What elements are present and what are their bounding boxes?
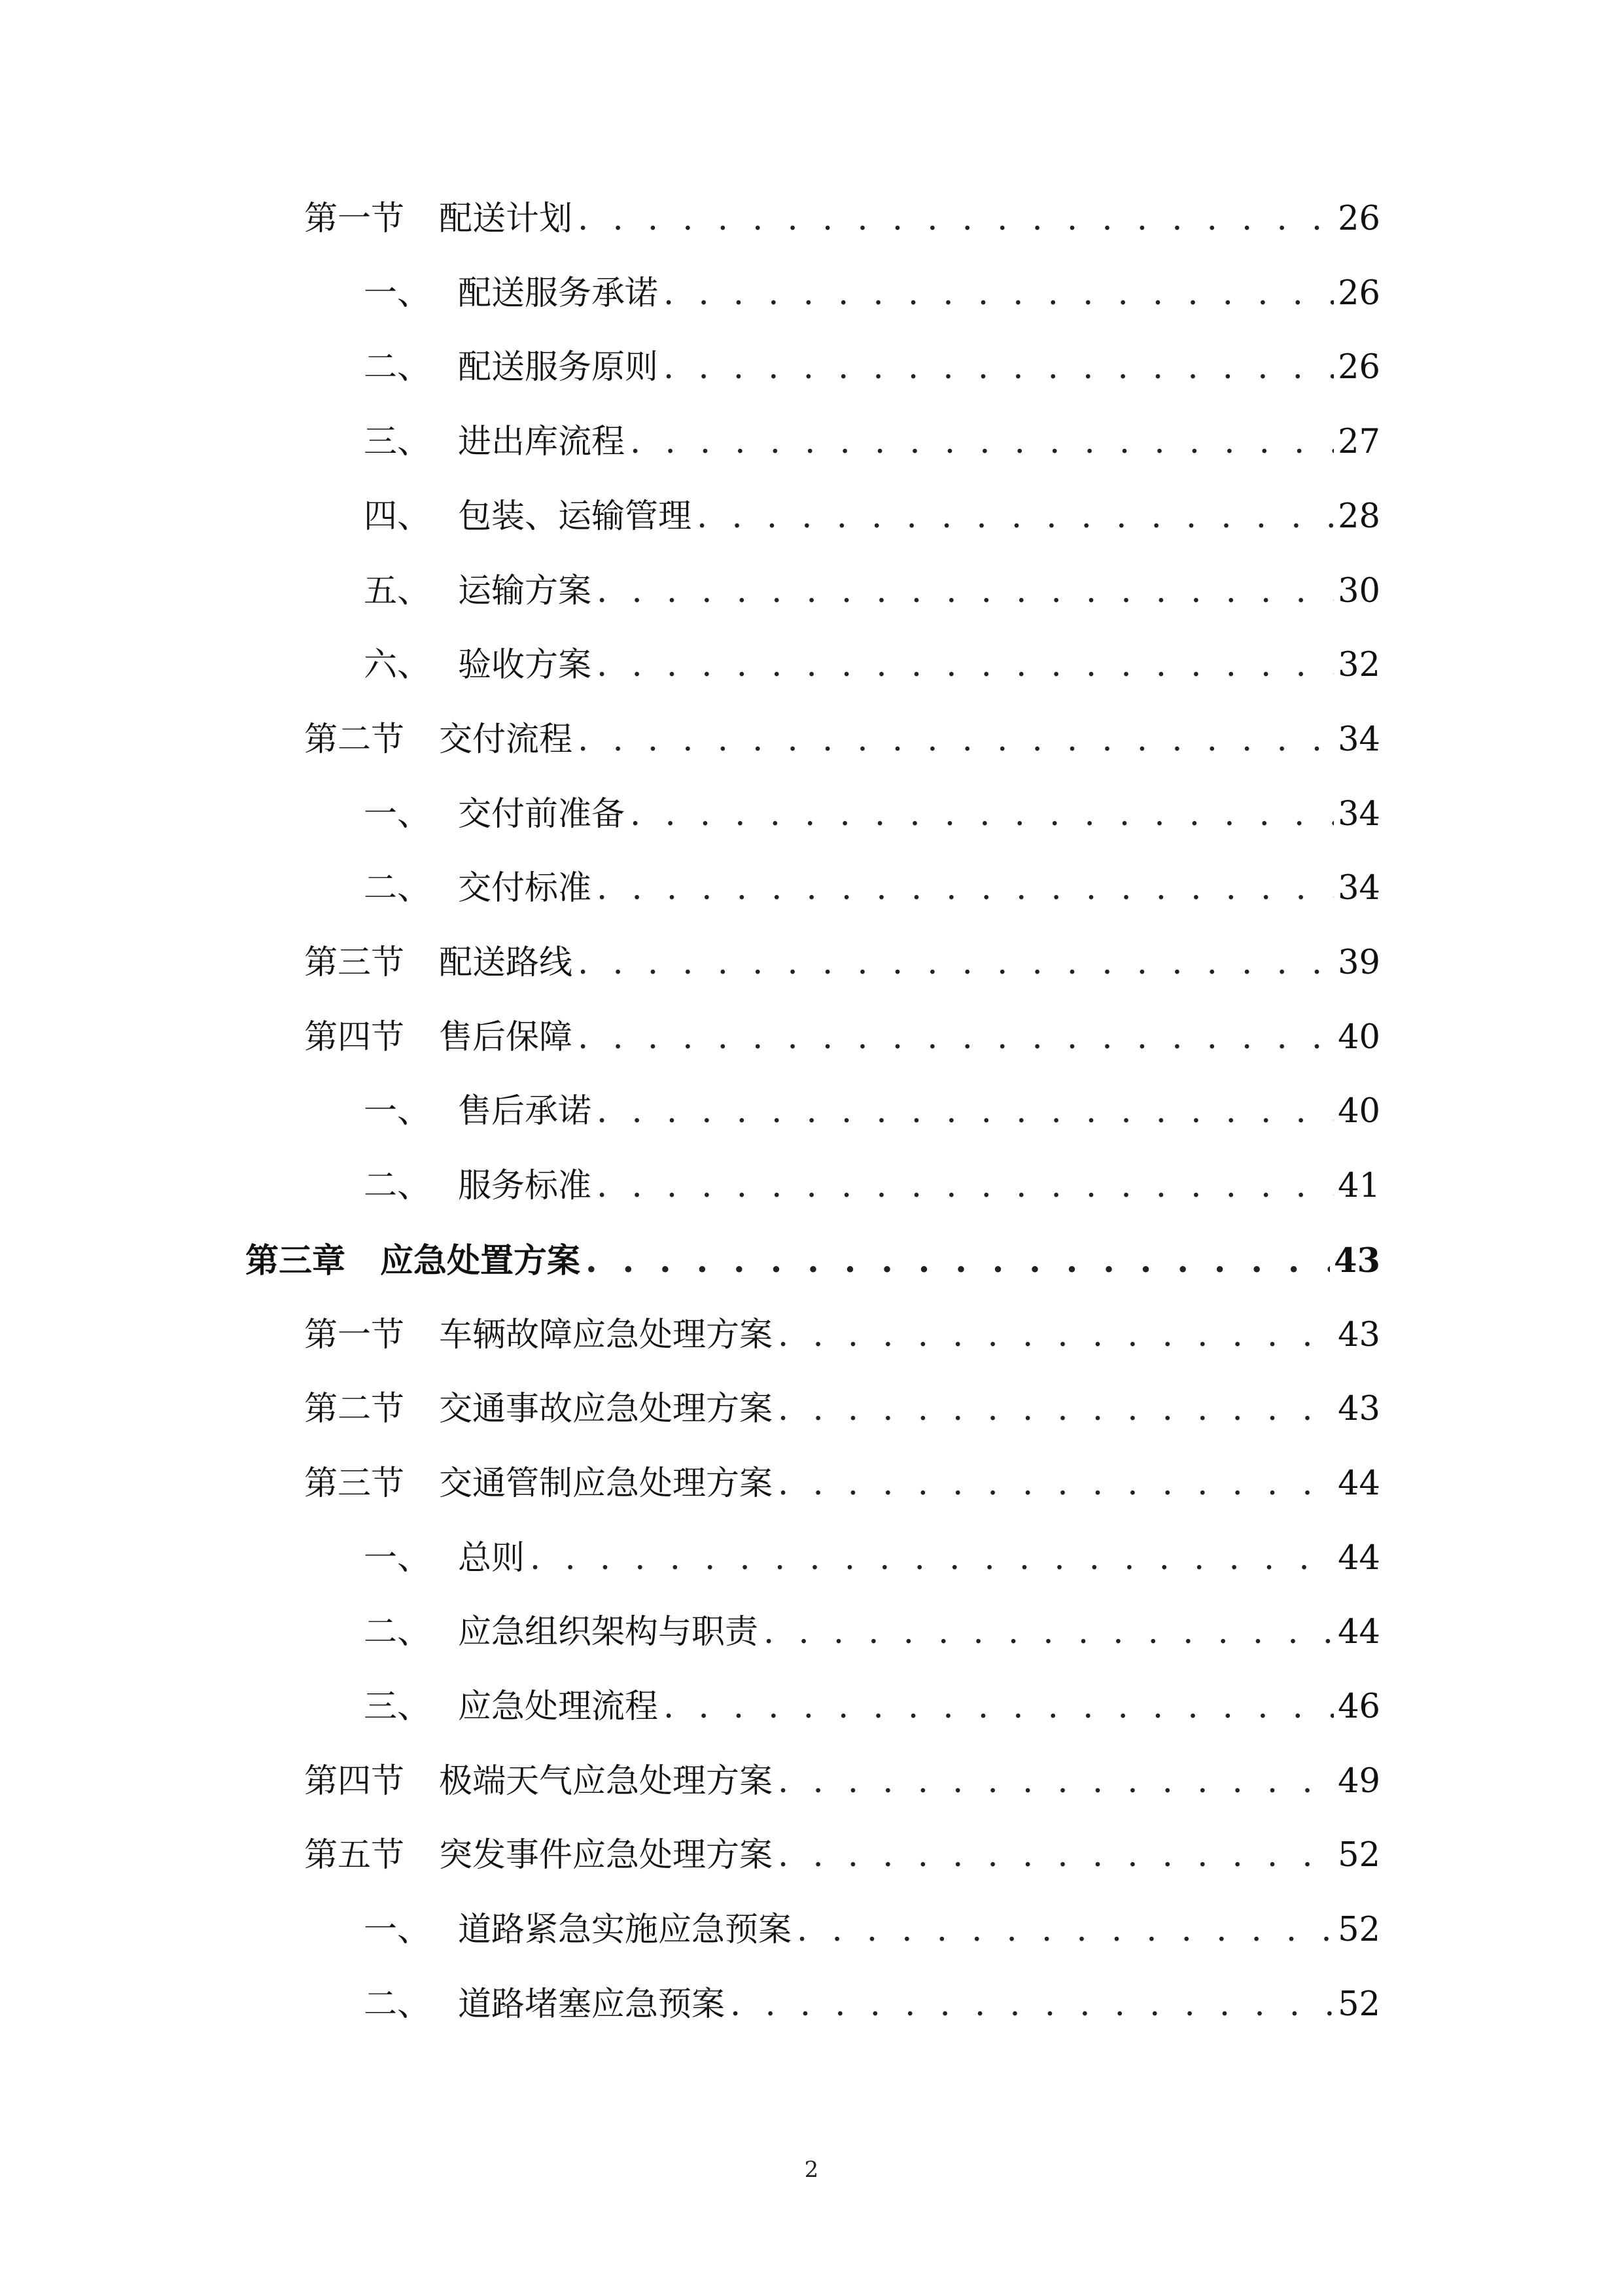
toc-entry-title: 极端天气应急处理方案 — [439, 1761, 773, 1801]
toc-entry-item[interactable] — [364, 1904, 1380, 1956]
toc-entry-title: 道路紧急实施应急预案 — [458, 1911, 792, 1950]
toc-dot-leader — [630, 416, 1334, 468]
toc-dot-leader — [578, 714, 1334, 766]
toc-entry-section[interactable] — [304, 1829, 1380, 1882]
toc-entry-item[interactable] — [364, 342, 1380, 394]
toc-dot-leader — [597, 1086, 1334, 1138]
toc-dot-leader — [597, 565, 1334, 618]
toc-entry-number: 第五节 — [304, 1836, 405, 1875]
toc-entry-item[interactable] — [364, 788, 1380, 841]
toc-dot-leader — [597, 1160, 1334, 1212]
toc-entry-title: 应急处置方案 — [380, 1241, 581, 1280]
toc-entry-section[interactable] — [304, 714, 1380, 766]
toc-entry-page-number: 46 — [1338, 1687, 1380, 1726]
toc-dot-leader — [778, 1383, 1334, 1436]
toc-entry-number: 一、 — [364, 1092, 431, 1131]
toc-entry-title: 配送服务承诺 — [458, 274, 659, 313]
toc-entry-page-number: 52 — [1338, 1985, 1380, 2024]
toc-entry-page-number: 40 — [1338, 1017, 1380, 1057]
toc-entry-page-number: 32 — [1338, 646, 1380, 685]
toc-entry-number: 第三章 — [245, 1241, 346, 1280]
toc-entry-page-number: 43 — [1338, 1315, 1380, 1354]
toc-entry-section[interactable] — [304, 937, 1380, 989]
toc-dot-leader — [597, 862, 1334, 915]
toc-entry-number: 第三节 — [304, 944, 405, 982]
toc-entry-title: 应急处理流程 — [458, 1687, 659, 1726]
toc-entry-section[interactable] — [304, 193, 1380, 245]
toc-dot-leader — [797, 1904, 1334, 1956]
toc-entry-title: 配送路线 — [439, 944, 573, 982]
toc-entry-item[interactable] — [364, 1606, 1380, 1659]
toc-entry-title: 应急组织架构与职责 — [458, 1613, 759, 1652]
toc-entry-section[interactable] — [304, 1458, 1380, 1510]
toc-entry-title: 运输方案 — [458, 571, 592, 610]
toc-entry-item[interactable] — [364, 565, 1380, 618]
toc-entry-page-number: 49 — [1338, 1761, 1380, 1801]
toc-entry-number: 二、 — [364, 1985, 431, 2024]
toc-entry-page-number: 52 — [1338, 1836, 1380, 1875]
toc-entry-page-number: 26 — [1338, 274, 1380, 313]
toc-entry-title: 配送计划 — [439, 200, 573, 238]
toc-dot-leader — [578, 193, 1334, 245]
toc-entry-number: 一、 — [364, 1911, 431, 1950]
toc-entry-number: 六、 — [364, 646, 431, 685]
toc-dot-leader — [530, 1532, 1334, 1585]
toc-entry-page-number: 30 — [1338, 571, 1380, 610]
toc-entry-number: 二、 — [364, 1613, 431, 1652]
toc-entry-number: 第一节 — [304, 200, 405, 238]
toc-entry-section[interactable] — [304, 1383, 1380, 1436]
toc-entry-number: 二、 — [364, 869, 431, 908]
toc-entry-page-number: 41 — [1338, 1167, 1380, 1206]
toc-entry-title: 售后保障 — [439, 1017, 573, 1057]
toc-entry-page-number: 34 — [1338, 720, 1380, 759]
toc-entry-page-number: 43 — [1334, 1241, 1380, 1280]
toc-dot-leader — [663, 342, 1334, 394]
toc-entry-item[interactable] — [364, 639, 1380, 692]
toc-dot-leader — [763, 1606, 1334, 1659]
toc-entry-page-number: 26 — [1338, 200, 1380, 238]
toc-entry-number: 第四节 — [304, 1017, 405, 1057]
toc-dot-leader — [578, 1012, 1334, 1064]
toc-entry-title: 车辆故障应急处理方案 — [439, 1315, 773, 1354]
toc-entry-number: 二、 — [364, 1167, 431, 1206]
toc-entry-page-number: 28 — [1338, 497, 1380, 536]
toc-entry-title: 总则 — [458, 1538, 525, 1578]
toc-entry-page-number: 40 — [1338, 1092, 1380, 1131]
toc-entry-title: 包装、运输管理 — [458, 497, 692, 536]
toc-entry-item[interactable] — [364, 268, 1380, 320]
toc-entry-item[interactable] — [364, 416, 1380, 468]
toc-entry-item[interactable] — [364, 1160, 1380, 1212]
toc-entry-title: 进出库流程 — [458, 423, 625, 462]
toc-entry-page-number: 34 — [1338, 869, 1380, 908]
toc-entry-item[interactable] — [364, 1086, 1380, 1138]
toc-entry-title: 交付标准 — [458, 869, 592, 908]
toc-entry-title: 道路堵塞应急预案 — [458, 1985, 725, 2024]
toc-dot-leader — [730, 1979, 1334, 2031]
toc-entry-number: 二、 — [364, 348, 431, 387]
toc-entry-page-number: 44 — [1338, 1464, 1380, 1503]
toc-entry-item[interactable] — [364, 862, 1380, 915]
toc-entry-title: 交通事故应急处理方案 — [439, 1390, 773, 1429]
page-number: 2 — [804, 2157, 819, 2183]
toc-entry-item[interactable] — [364, 1532, 1380, 1585]
toc-entry-number: 四、 — [364, 497, 431, 536]
toc-entry-number: 五、 — [364, 571, 431, 610]
toc-entry-item[interactable] — [364, 491, 1380, 543]
toc-entry-title: 交通管制应急处理方案 — [439, 1464, 773, 1503]
toc-entry-number: 一、 — [364, 794, 431, 834]
toc-entry-page-number: 26 — [1338, 348, 1380, 387]
toc-entry-title: 配送服务原则 — [458, 348, 659, 387]
toc-dot-leader — [578, 937, 1334, 989]
toc-entry-number: 一、 — [364, 274, 431, 313]
toc-dot-leader — [778, 1458, 1334, 1510]
toc-entry-page-number: 27 — [1338, 423, 1380, 462]
toc-entry-section[interactable] — [304, 1012, 1380, 1064]
toc-entry-number: 第三节 — [304, 1464, 405, 1503]
toc-entry-number: 第二节 — [304, 1390, 405, 1429]
toc-entry-number: 三、 — [364, 423, 431, 462]
toc-entry-section[interactable] — [304, 1756, 1380, 1808]
toc-entry-page-number: 39 — [1338, 944, 1380, 982]
toc-dot-leader — [663, 1681, 1334, 1733]
toc-entry-number: 第二节 — [304, 720, 405, 759]
toc-entry-title: 服务标准 — [458, 1167, 592, 1206]
toc-entry-page-number: 43 — [1338, 1390, 1380, 1429]
toc-entry-item[interactable] — [364, 1979, 1380, 2031]
toc-entry-title: 验收方案 — [458, 646, 592, 685]
toc-entry-number: 第一节 — [304, 1315, 405, 1354]
toc-entry-number: 第四节 — [304, 1761, 405, 1801]
toc-entry-page-number: 44 — [1338, 1613, 1380, 1652]
toc-entry-number: 三、 — [364, 1687, 431, 1726]
toc-entry-title: 售后承诺 — [458, 1092, 592, 1131]
toc-dot-leader — [630, 788, 1334, 841]
toc-dot-leader — [778, 1309, 1334, 1362]
toc-dot-leader — [597, 639, 1334, 692]
toc-entry-title: 突发事件应急处理方案 — [439, 1836, 773, 1875]
toc-dot-leader — [585, 1235, 1330, 1287]
toc-entry-chapter[interactable] — [245, 1235, 1380, 1287]
toc-entry-page-number: 44 — [1338, 1538, 1380, 1578]
toc-entry-section[interactable] — [304, 1309, 1380, 1362]
toc-dot-leader — [663, 268, 1334, 320]
toc-entry-number: 一、 — [364, 1538, 431, 1578]
toc-dot-leader — [697, 491, 1334, 543]
toc-dot-leader — [778, 1756, 1334, 1808]
toc-entry-title: 交付前准备 — [458, 794, 625, 834]
toc-entry-page-number: 52 — [1338, 1911, 1380, 1950]
toc-dot-leader — [778, 1829, 1334, 1882]
toc-entry-item[interactable] — [364, 1681, 1380, 1733]
toc-entry-page-number: 34 — [1338, 794, 1380, 834]
toc-entry-title: 交付流程 — [439, 720, 573, 759]
